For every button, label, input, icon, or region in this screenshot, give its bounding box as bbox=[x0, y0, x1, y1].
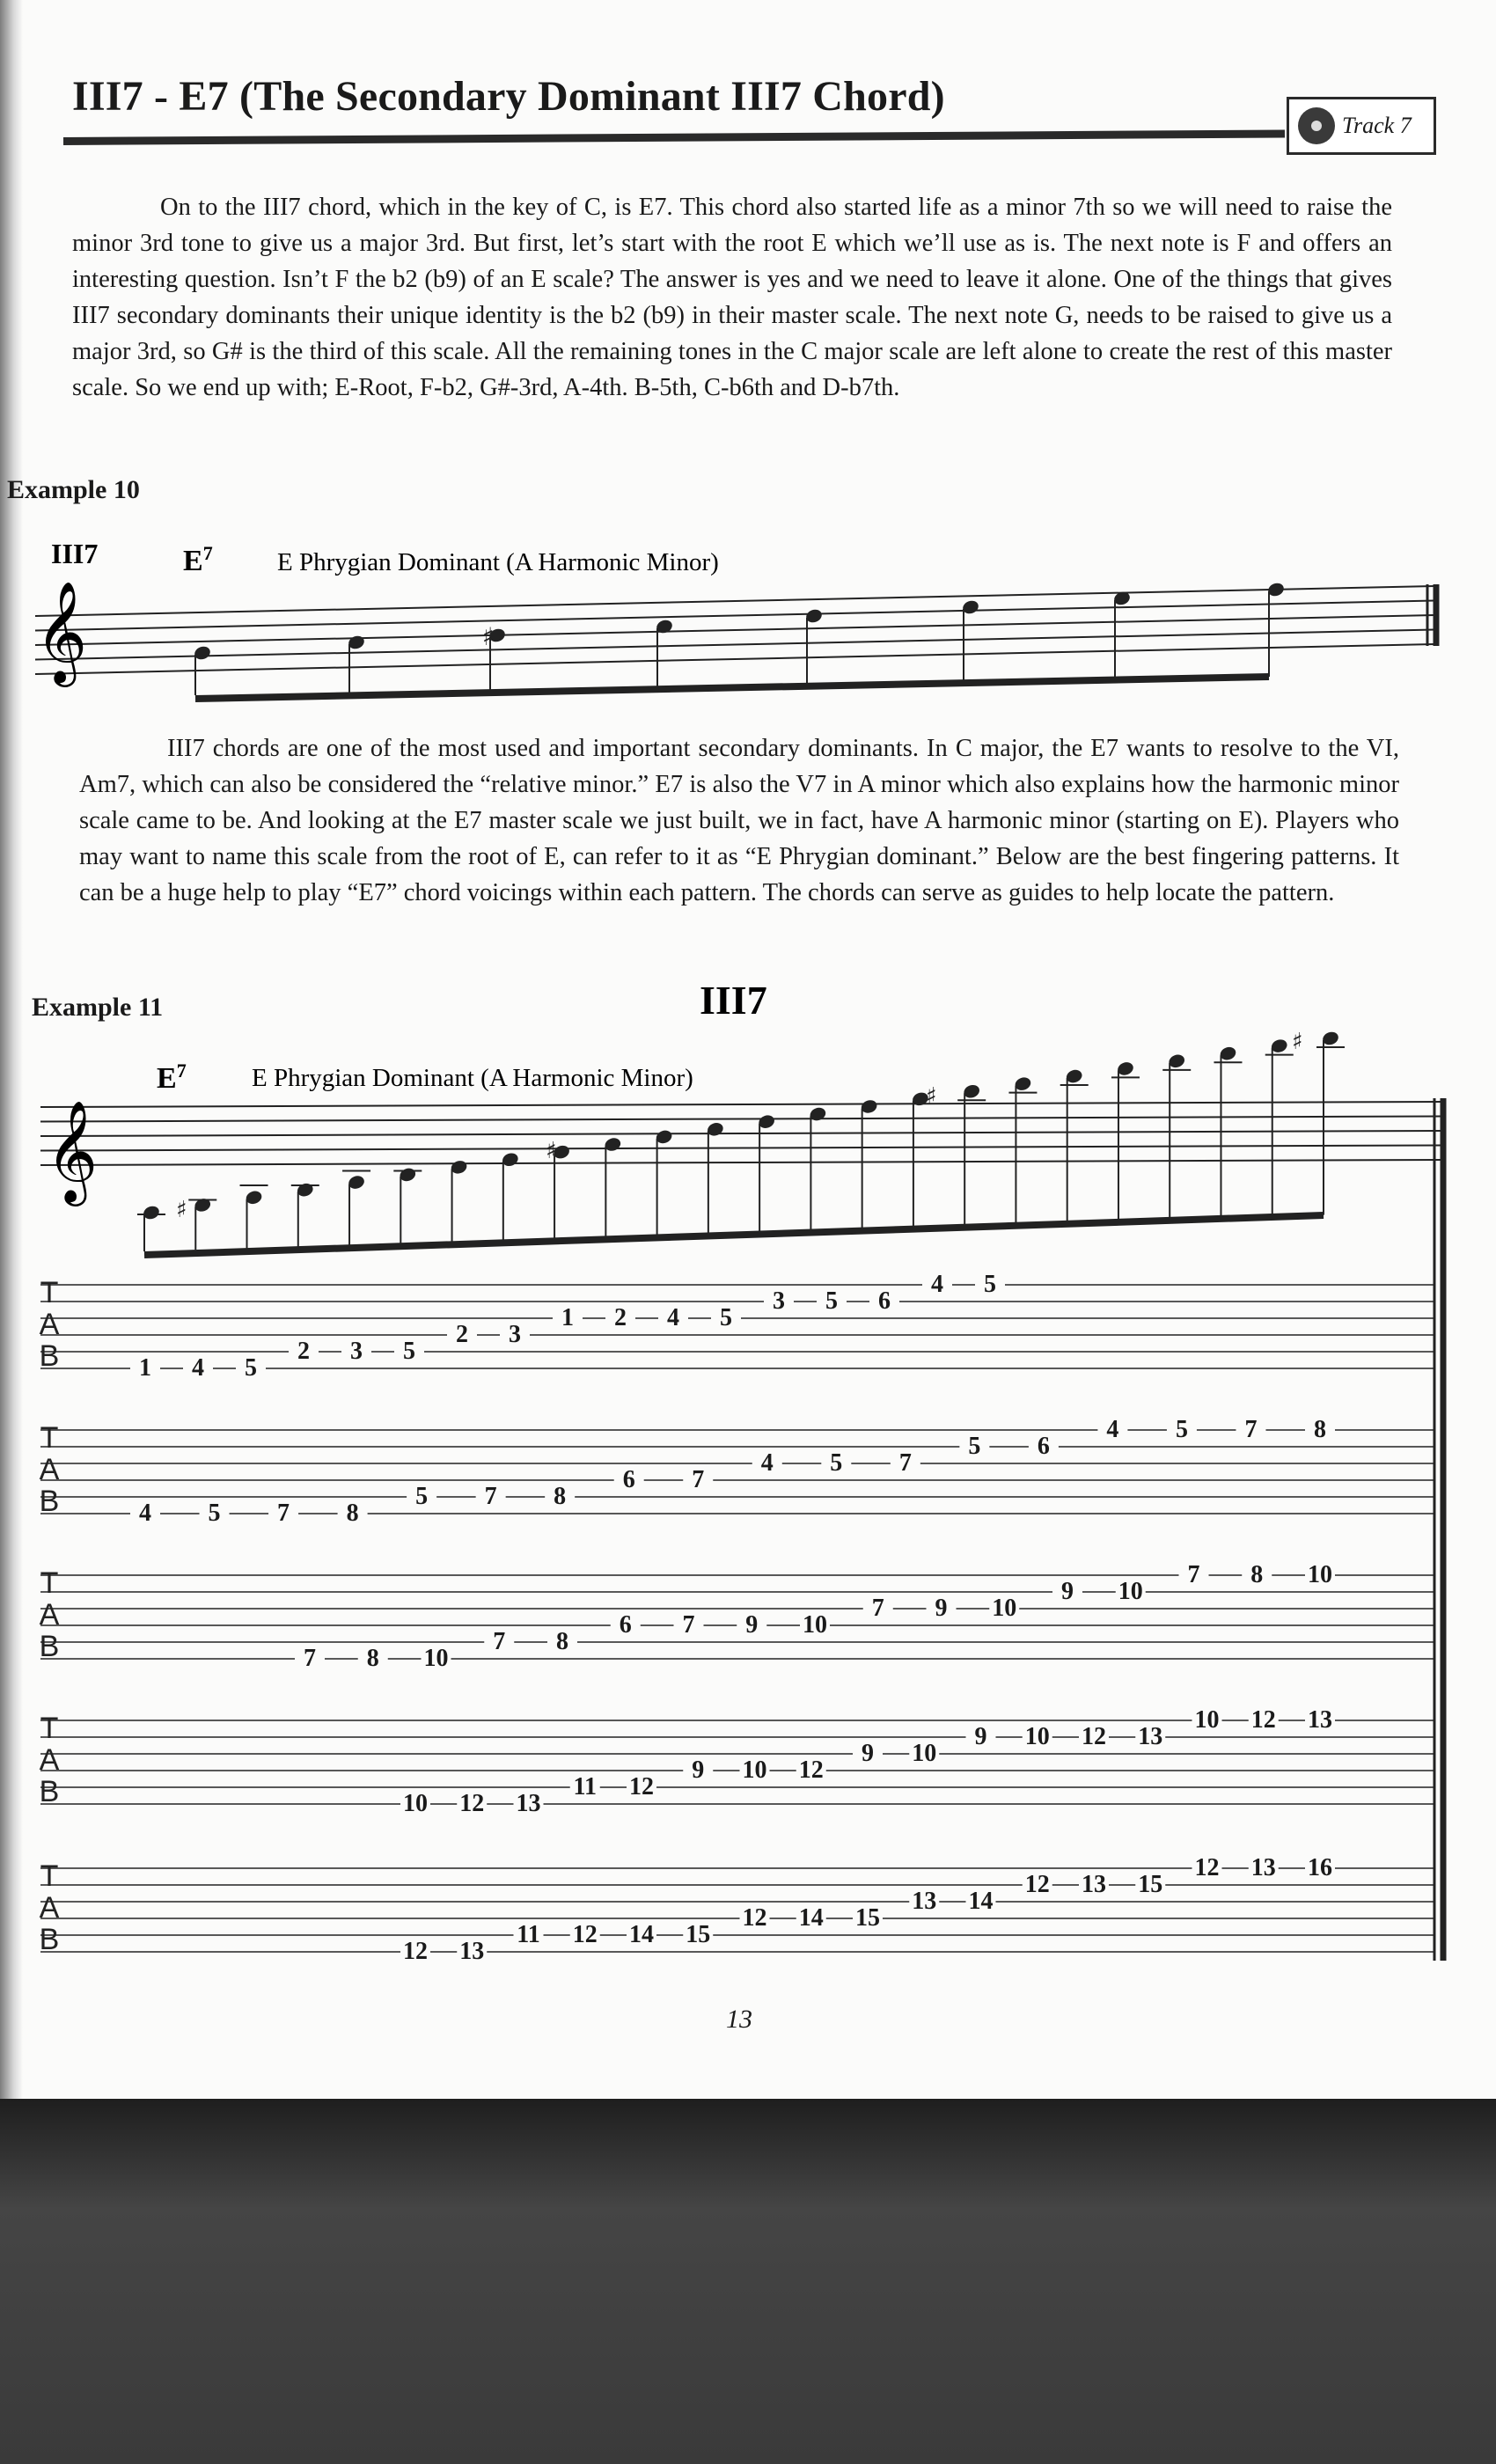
tab-fret-number: 13 bbox=[1082, 1871, 1106, 1898]
tab-fret-number: 12 bbox=[742, 1904, 767, 1932]
tab-fret-number: 5 bbox=[830, 1449, 843, 1477]
tab-fret-number: 7 bbox=[493, 1628, 506, 1655]
ex11-scale-name: E Phrygian Dominant (A Harmonic Minor) bbox=[252, 1064, 693, 1092]
tab-clef-letter: T bbox=[40, 1859, 59, 1893]
ex11-heading: III7 bbox=[700, 978, 767, 1023]
tab-fret-number: 3 bbox=[509, 1321, 521, 1348]
tab-fret-number: 10 bbox=[992, 1595, 1017, 1622]
tab-clef-letter: A bbox=[39, 1743, 60, 1777]
tab-fret-number: 10 bbox=[742, 1756, 767, 1784]
tab-clef-letter: A bbox=[39, 1453, 60, 1486]
scanner-background bbox=[0, 2099, 1496, 2464]
tab-clef-letter: B bbox=[39, 1339, 60, 1373]
tab-fret-number: 7 bbox=[1187, 1561, 1200, 1588]
tab-fret-number: 1 bbox=[561, 1304, 574, 1331]
tab-fret-number: 13 bbox=[1138, 1723, 1163, 1750]
tab-system-4 bbox=[40, 1706, 1434, 1817]
example-10-label: Example 10 bbox=[7, 475, 140, 504]
tab-fret-number: 15 bbox=[1138, 1871, 1163, 1898]
tab-clef-letter: A bbox=[39, 1891, 60, 1925]
tab-fret-number: 12 bbox=[629, 1773, 654, 1800]
tab-fret-number: 5 bbox=[1175, 1416, 1188, 1443]
tab-fret-number: 7 bbox=[682, 1611, 695, 1639]
ex11-sharp-sign: ♯ bbox=[176, 1197, 187, 1223]
tab-fret-number: 5 bbox=[415, 1483, 429, 1510]
tab-fret-number: 12 bbox=[1024, 1871, 1050, 1898]
tab-clef-letter: B bbox=[39, 1485, 60, 1518]
tab-fret-number: 7 bbox=[898, 1449, 912, 1477]
tab-fret-number: 15 bbox=[686, 1921, 711, 1948]
ex11-staff-line bbox=[40, 1146, 1443, 1151]
tab-clef-letter: B bbox=[39, 1630, 60, 1663]
ex10-staff-line bbox=[35, 586, 1434, 616]
tab-fret-number: 13 bbox=[1308, 1706, 1332, 1734]
tab-fret-number: 12 bbox=[459, 1790, 485, 1817]
tab-system-5 bbox=[40, 1854, 1434, 1965]
tab-clef-letter: A bbox=[39, 1598, 60, 1632]
tab-fret-number: 11 bbox=[573, 1773, 597, 1800]
tab-fret-number: 1 bbox=[139, 1354, 151, 1382]
ex10-beam bbox=[195, 677, 1269, 699]
ex11-sharp-sign: ♯ bbox=[926, 1083, 937, 1110]
tab-fret-number: 6 bbox=[1037, 1433, 1050, 1460]
example-10-staff bbox=[35, 538, 1436, 699]
tab-fret-number: 7 bbox=[484, 1483, 497, 1510]
tab-fret-number: 6 bbox=[619, 1611, 632, 1639]
tab-fret-number: 5 bbox=[984, 1271, 996, 1298]
ex11-chord-symbol: $E^7$ bbox=[157, 1060, 187, 1095]
tab-fret-number: 15 bbox=[855, 1904, 880, 1932]
tab-fret-number: 12 bbox=[403, 1938, 428, 1965]
tab-fret-number: 13 bbox=[1250, 1854, 1276, 1881]
tab-fret-number: 12 bbox=[1194, 1854, 1220, 1881]
tab-fret-number: 5 bbox=[720, 1304, 732, 1331]
tab-fret-number: 9 bbox=[862, 1740, 874, 1767]
tab-fret-number: 10 bbox=[912, 1740, 937, 1767]
ex11-treble-clef: 𝄞 bbox=[46, 1099, 99, 1202]
tab-clef-letter: T bbox=[40, 1566, 59, 1600]
tab-fret-number: 10 bbox=[1194, 1706, 1220, 1734]
ex10-staff-line bbox=[35, 630, 1434, 660]
tab-fret-number: 2 bbox=[456, 1321, 468, 1348]
tab-fret-number: 14 bbox=[968, 1888, 994, 1915]
tab-fret-number: 4 bbox=[192, 1354, 204, 1382]
tab-fret-number: 9 bbox=[1061, 1578, 1074, 1605]
tab-fret-number: 5 bbox=[245, 1354, 257, 1382]
tab-fret-number: 10 bbox=[1024, 1723, 1050, 1750]
tab-fret-number: 8 bbox=[1250, 1561, 1264, 1588]
tab-fret-number: 10 bbox=[1308, 1561, 1332, 1588]
tab-fret-number: 9 bbox=[935, 1595, 948, 1622]
tab-fret-number: 13 bbox=[912, 1888, 937, 1915]
ex10-treble-clef: 𝄞 bbox=[35, 580, 88, 683]
tab-fret-number: 10 bbox=[403, 1790, 428, 1817]
tab-fret-number: 7 bbox=[692, 1466, 705, 1493]
tab-fret-number: 7 bbox=[277, 1500, 290, 1527]
tab-system-3 bbox=[40, 1561, 1434, 1672]
tab-fret-number: 11 bbox=[517, 1921, 540, 1948]
tab-fret-number: 5 bbox=[825, 1287, 838, 1315]
tab-fret-number: 8 bbox=[1314, 1416, 1326, 1443]
tab-fret-number: 8 bbox=[346, 1500, 359, 1527]
tab-fret-number: 7 bbox=[304, 1645, 316, 1672]
tab-fret-number: 12 bbox=[1250, 1706, 1276, 1734]
ex11-sharp-sign: ♯ bbox=[1292, 1029, 1303, 1055]
tab-fret-number: 9 bbox=[745, 1611, 759, 1639]
tab-fret-number: 12 bbox=[572, 1921, 598, 1948]
tab-fret-number: 7 bbox=[1244, 1416, 1258, 1443]
tab-fret-number: 12 bbox=[798, 1756, 824, 1784]
tab-fret-number: 10 bbox=[1118, 1578, 1143, 1605]
tab-clef-letter: B bbox=[39, 1775, 60, 1808]
page-number: 13 bbox=[726, 2005, 752, 2034]
tab-fret-number: 14 bbox=[798, 1904, 824, 1932]
ex11-staff-line bbox=[40, 1117, 1443, 1122]
tab-fret-number: 16 bbox=[1308, 1854, 1332, 1881]
ex10-roman-numeral: III7 bbox=[51, 538, 99, 569]
ex11-staff-line bbox=[40, 1160, 1443, 1165]
ex11-sharp-sign: ♯ bbox=[546, 1138, 557, 1164]
tab-fret-number: 10 bbox=[803, 1611, 827, 1639]
intro-paragraph: On to the III7 chord, which in the key of C, is E7. This chord also started life as a minor 7th so we will need to raise the minor 3rd tone to give us a major 3rd. But first, let’s start with the root E which we’ll use as is. The next note is F and offers an interesting question. Isn’t F the b2 (b9) of an E scale? The answer is yes and we need to leave it alone. One of the things that gives III7 secondary dominants their unique identity is the b2 (b9) in their master scale. The next note G, needs to be raised to give us a major 3rd, so G# is the third of this scale. All the remaining tones in the C major scale are left alone to create the rest of this master scale. So we end up with; E-Root, F-b2, G#-3rd, A-4th. B-5th, C-b6th and D-b7th. bbox=[72, 194, 1392, 401]
tab-fret-number: 3 bbox=[773, 1287, 785, 1315]
ex10-staff-line bbox=[35, 601, 1434, 631]
example-11-staff bbox=[40, 978, 1443, 1965]
tab-fret-number: 4 bbox=[931, 1271, 943, 1298]
tab-system-1 bbox=[40, 1271, 1434, 1382]
tab-fret-number: 8 bbox=[554, 1483, 567, 1510]
ex10-scale-name: E Phrygian Dominant (A Harmonic Minor) bbox=[277, 548, 719, 576]
tab-fret-number: 13 bbox=[516, 1790, 541, 1817]
tab-fret-number: 2 bbox=[614, 1304, 627, 1331]
tab-clef-letter: A bbox=[39, 1308, 60, 1341]
ex10-chord-symbol: $E^7$ bbox=[183, 542, 213, 577]
tab-fret-number: 4 bbox=[760, 1449, 774, 1477]
tab-clef-letter: T bbox=[40, 1421, 59, 1455]
tab-fret-number: 6 bbox=[878, 1287, 891, 1315]
tab-fret-number: 4 bbox=[139, 1500, 151, 1527]
tab-clef-letter: T bbox=[40, 1276, 59, 1309]
tab-fret-number: 10 bbox=[423, 1645, 449, 1672]
ex11-beam bbox=[144, 1215, 1324, 1255]
page-title: III7 - E7 (The Secondary Dominant III7 Chord) bbox=[72, 73, 945, 120]
track-label: Track 7 bbox=[1342, 113, 1412, 138]
tab-fret-number: 5 bbox=[208, 1500, 221, 1527]
tab-system-2 bbox=[40, 1416, 1434, 1527]
tab-fret-number: 12 bbox=[1082, 1723, 1106, 1750]
tab-fret-number: 7 bbox=[871, 1595, 884, 1622]
tab-fret-number: 2 bbox=[297, 1338, 310, 1365]
tab-fret-number: 8 bbox=[366, 1645, 379, 1672]
second-paragraph: III7 chords are one of the most used and important secondary dominants. In C major, the E7 wants to resolve to the VI, Am7, which can also be considered the “relative minor.” E7 is also the V7 in A minor which also explains how the harmonic minor scale came to be. And looking at the E7 master scale we just built, we in fact, have A harmonic minor (starting on E). Players who may want to name this scale from the root of E, can refer to it as “E Phrygian dominant.” Below are the best fingering patterns. It can be a huge help to play “E7” chord voicings within each pattern. The chords can serve as guides to help locate the pattern. bbox=[79, 735, 1399, 906]
tab-fret-number: 8 bbox=[556, 1628, 568, 1655]
ex10-staff-line bbox=[35, 644, 1434, 674]
tab-fret-number: 4 bbox=[667, 1304, 679, 1331]
ex10-staff-line bbox=[35, 615, 1434, 645]
tab-fret-number: 5 bbox=[968, 1433, 981, 1460]
tab-clef-letter: B bbox=[39, 1923, 60, 1956]
example-11-label: Example 11 bbox=[32, 993, 164, 1022]
tab-fret-number: 9 bbox=[692, 1756, 705, 1784]
ex11-staff-line bbox=[40, 1131, 1443, 1136]
ex10-sharp-sign: ♯ bbox=[482, 622, 495, 651]
tab-fret-number: 4 bbox=[1106, 1416, 1119, 1443]
tab-fret-number: 13 bbox=[459, 1938, 485, 1965]
tab-fret-number: 9 bbox=[974, 1723, 987, 1750]
tab-fret-number: 14 bbox=[629, 1921, 654, 1948]
ex11-staff-line bbox=[40, 1102, 1443, 1107]
tab-fret-number: 6 bbox=[622, 1466, 635, 1493]
tab-clef-letter: T bbox=[40, 1712, 59, 1745]
tab-fret-number: 5 bbox=[403, 1338, 415, 1365]
tab-fret-number: 3 bbox=[350, 1338, 363, 1365]
